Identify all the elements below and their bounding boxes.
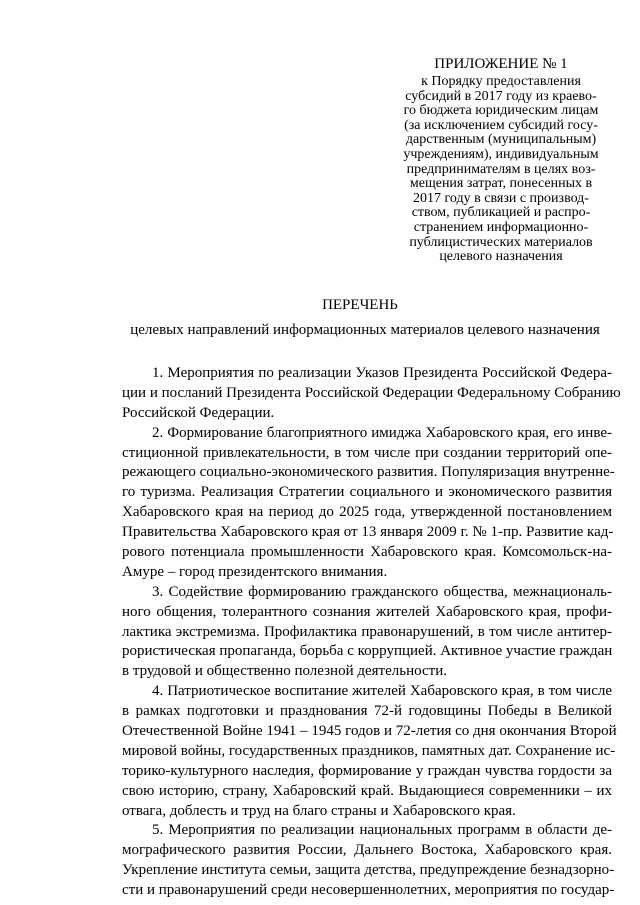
appendix-line: го бюджета юридическим лицам: [403, 103, 599, 119]
paragraph-line: рового потенциала промышленности Хабаровского края. Комсомольск-на-: [122, 544, 612, 561]
appendix-line: к Порядку предоставления: [421, 74, 581, 89]
appendix-line: 2017 году в связи с производ-: [413, 190, 589, 206]
paragraph-line: Российской Федерации.: [122, 404, 275, 421]
appendix-description: [393, 75, 609, 265]
appendix-line: дарственным (муниципальным): [405, 132, 597, 148]
appendix-line: учреждениям), индивидуальным: [403, 146, 599, 162]
paragraph-line: торико-культурного наследия, формирование у граждан чувства гордости за: [122, 762, 612, 779]
appendix-line: (за исключением субсидий госу-: [404, 117, 598, 133]
paragraph-line: сти и правонарушений среди несовершеннолетних, мероприятия по государ-: [122, 882, 615, 899]
appendix-line: предпринимателям в целях воз-: [406, 161, 596, 177]
paragraph-line: в трудовой и общественно полезной деятельности.: [122, 663, 447, 680]
appendix-line: целевого назначения: [439, 249, 563, 265]
appendix-line: публицистических материалов: [409, 234, 593, 250]
paragraph-line: го туризма. Реализация Стратегии социального и экономического развития: [122, 484, 612, 501]
paragraph-line: Правительства Хабаровского края от 13 января 2009 г. № 1-пр. Развитие кад-: [122, 524, 614, 541]
paragraph-line: Амуре – город президентского внимания.: [122, 563, 388, 580]
paragraph-line: Укрепление института семьи, защита детства, предупреждение безнадзорно-: [122, 862, 615, 879]
paragraph-line: 4. Патриотическое воспитание жителей Хабаровского края, в том числе: [152, 683, 612, 700]
appendix-line: странением информационно-: [413, 219, 589, 235]
paragraph-line: Отечественной Войне 1941 – 1945 годов и 72-летия со дня окончания Второй: [122, 723, 617, 740]
paragraph-line: 1. Мероприятия по реализации Указов Президента Российской Федера-: [152, 365, 612, 381]
paragraph-line: режающего социально-экономического развития. Популяризация внутренне-: [122, 464, 615, 481]
document-body: [122, 364, 621, 901]
paragraph-line: в рамках подготовки и празднования 72-й годовщины Победы в Великой: [122, 703, 612, 720]
paragraph-line: Хабаровского края на период до 2025 года, утвержденной постановлением: [122, 504, 612, 521]
paragraph-line: ции и посланий Президента Российской Федерации Федеральному Собранию: [122, 384, 621, 401]
appendix-title: ПРИЛОЖЕНИЕ № 1: [434, 56, 568, 72]
paragraph-line: 5. Мероприятия по реализации национальных программ в области де-: [152, 822, 612, 839]
paragraph-line: мографического развития России, Дальнего Востока, Хабаровского края.: [122, 842, 612, 859]
paragraph-line: отвага, доблесть и труд на благо страны и Хабаровского края.: [122, 802, 516, 819]
paragraph-line: лактика экстремизма. Профилактика правонарушений, в том числе антитер-: [122, 623, 612, 640]
paragraph-line: стиционной привлекательности, в том числе при создании территорий опе-: [122, 444, 612, 461]
appendix-line: мещения затрат, понесенных в: [409, 176, 593, 192]
paragraph-line: 3. Содействие формированию гражданского общества, межнациональ-: [152, 583, 612, 600]
paragraph-line: 2. Формирование благоприятного имиджа Хабаровского края, его инве-: [152, 424, 612, 441]
document-subtitle: целевых направлений информационных материалов целевого назначения: [130, 322, 600, 338]
paragraph-line: мировой войны, государственных праздников, памятных дат. Сохранение ис-: [122, 742, 616, 759]
appendix-line: ством, публикацией и распро-: [411, 205, 591, 221]
paragraph-line: рористическая пропаганда, борьба с коррупцией. Активное участие граждан: [122, 643, 613, 660]
paragraph-line: свою историю, страну, Хабаровский край. Выдающиеся современники – их: [122, 782, 612, 799]
paragraph-line: ного общения, толерантного сознания жителей Хабаровского края, профи-: [122, 603, 612, 620]
appendix-block: [393, 56, 609, 265]
appendix-line: субсидий в 2017 году из краево-: [405, 88, 597, 104]
document-title: ПЕРЕЧЕНЬ: [322, 297, 398, 313]
